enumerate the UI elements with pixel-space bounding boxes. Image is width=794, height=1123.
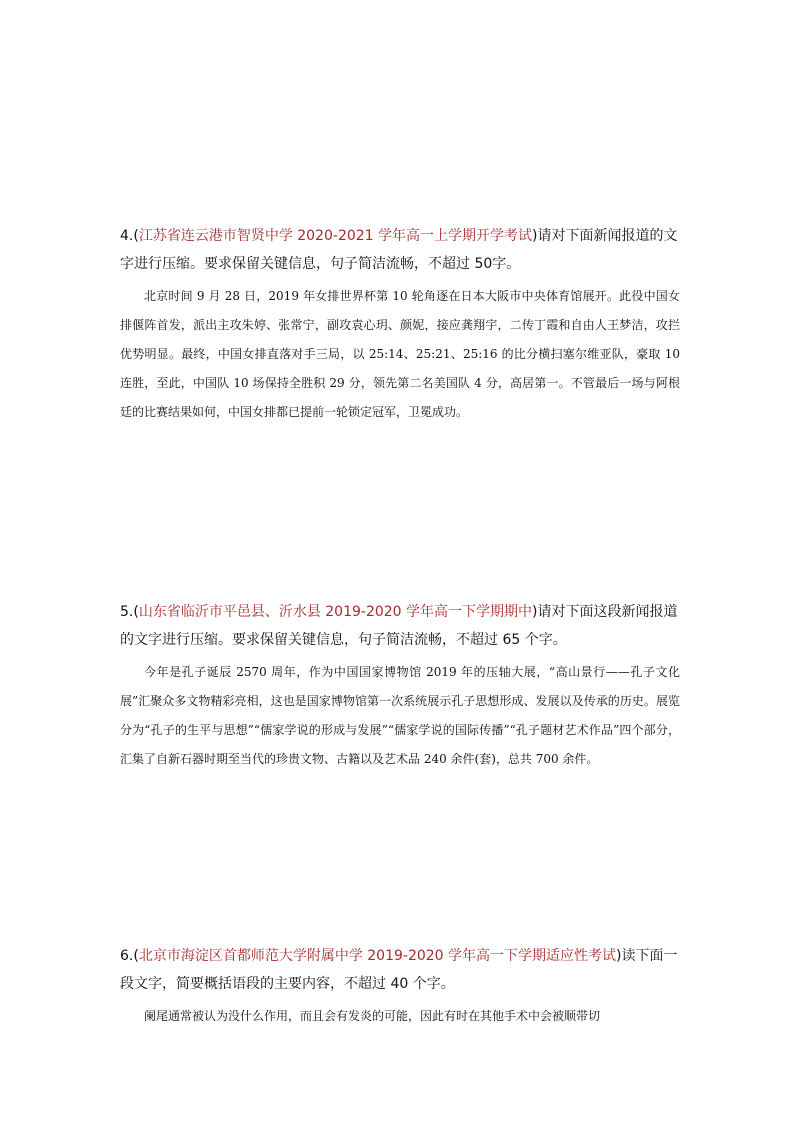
question-4-heading	[120, 222, 680, 278]
question-5-paren-close: )	[532, 604, 538, 620]
question-6-heading	[120, 942, 680, 998]
question-6-prompt: 读下面一段文字，简要概括语段的主要内容，不超过 40 个字。	[120, 948, 678, 992]
question-4-source: 江苏省连云港市智贤中学 2020-2021 学年高一上学期开学考试	[138, 228, 533, 244]
question-5-paren-open: (	[133, 604, 139, 620]
question-6-passage: 阑尾通常被认为没什么作用，而且会有发炎的可能，因此有时在其他手术中会被顺带切	[144, 1009, 601, 1023]
question-5-heading	[120, 598, 680, 654]
question-6-paren-open: (	[133, 948, 139, 964]
question-4-paren-close: )	[532, 228, 538, 244]
question-6-number: 6.	[120, 948, 134, 964]
question-4	[120, 222, 680, 427]
question-4-passage: 北京时间 9 月 28 日，2019 年女排世界杯第 10 轮角逐在日本大阪市中央体育馆展开。此役中国女排偃阵首发，派出主攻朱婷、张常宁，副攻袁心玥、颜妮，接应龚翔宇，二传丁霞和自由人王梦洁，攻拦优势明显。最终，中国女排直落对手三局，以 25:14、25:21、25:16 的比分横扫塞尔维亚队，豪取 10 连胜，至此，中国队 10 场保持全胜积 29 分，领先第二名美国队 4 分，高居第一。不管最后一场与阿根廷的比赛结果如何，中国女排都已提前一轮锁定冠军，卫冕成功。	[120, 289, 680, 419]
question-4-number: 4.	[120, 228, 134, 244]
question-5-number: 5.	[120, 604, 134, 620]
question-6-source: 北京市海淀区首都师范大学附属中学 2019-2020 学年高一下学期适应性考试	[138, 948, 617, 964]
question-6-paren-close: )	[616, 948, 622, 964]
question-4-prompt: 请对下面新闻报道的文字进行压缩。要求保留关键信息，句子简洁流畅，不超过 50字。	[120, 228, 678, 272]
question-5	[120, 598, 680, 774]
question-6	[120, 942, 680, 1031]
question-4-paren-open: (	[133, 228, 139, 244]
question-5-source: 山东省临沂市平邑县、沂水县 2019-2020 学年高一下学期期中	[138, 604, 533, 620]
question-5-passage: 今年是孔子诞辰 2570 周年，作为中国国家博物馆 2019 年的压轴大展，“高山景行——孔子文化展”汇聚众多文物精彩亮相，这也是国家博物馆第一次系统展示孔子思想形成、发展以及传承的历史。展览分为“孔子的生平与思想”“儒家学说的形成与发展”“儒家学说的国际传播”“孔子题材艺术作品”四个部分，汇集了自新石器时期至当代的珍贵文物、古籍以及艺术品 240 余件(套)，总共 700 余件。	[120, 665, 680, 766]
question-5-prompt: 请对下面这段新闻报道的文字进行压缩。要求保留关键信息，句子简洁流畅，不超过 65 个字。	[120, 604, 678, 648]
